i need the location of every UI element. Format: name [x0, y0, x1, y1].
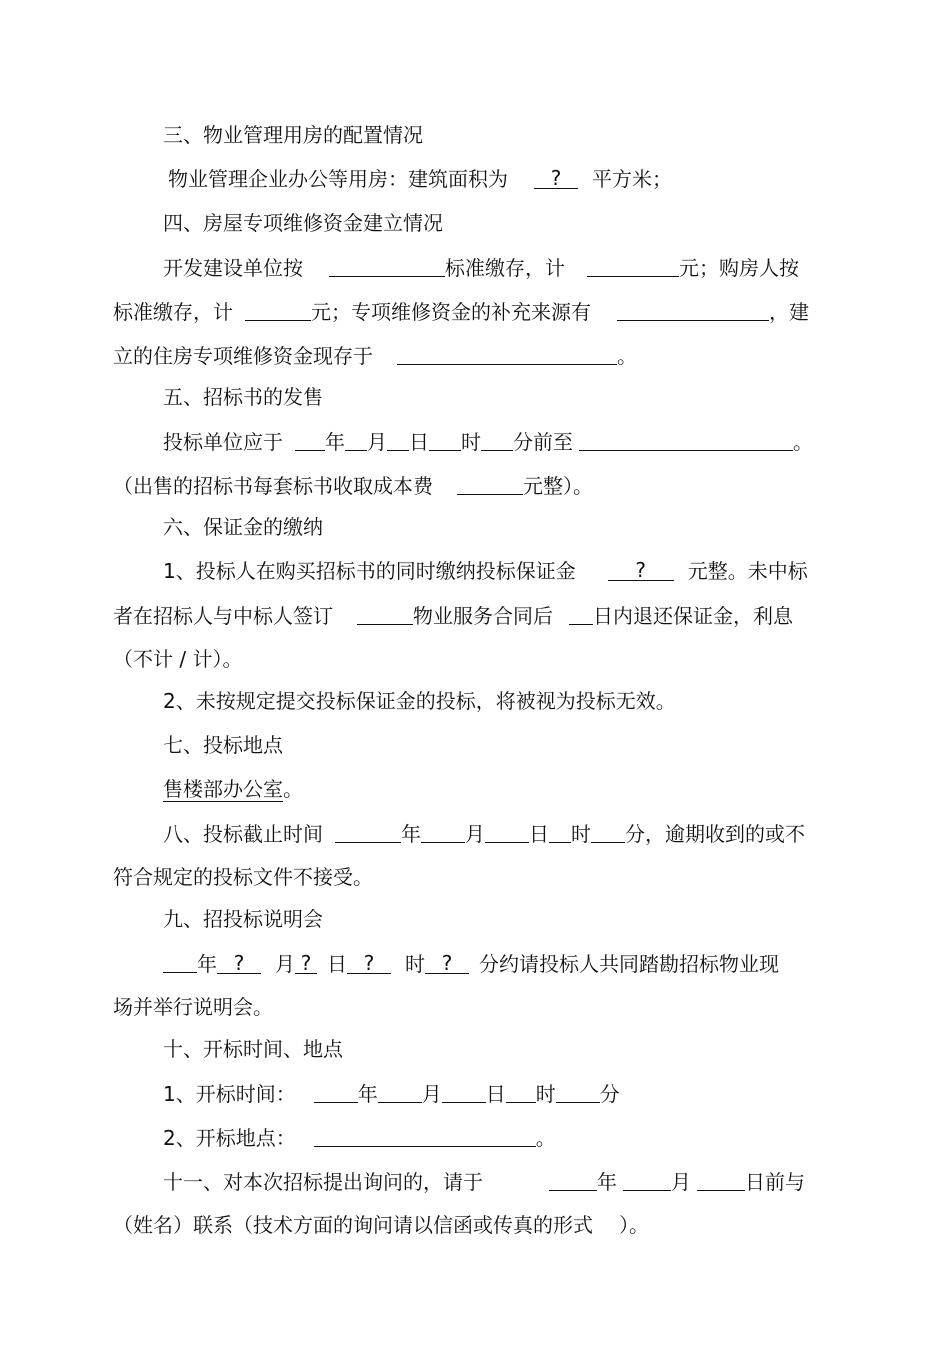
text: 十一、对本次招标提出询问的，请于	[163, 1170, 483, 1194]
section-9-line-1	[163, 950, 779, 976]
text: 日内退还保证金，利息	[593, 604, 793, 628]
text: （姓名）联系（技术方面的询问请以信函或传真的形式	[113, 1213, 593, 1237]
section-3-line-1	[168, 166, 672, 192]
text: 日	[485, 1082, 506, 1106]
text: 元；专项维修资金的补充来源有	[311, 300, 591, 324]
text: 1、开标时间：	[163, 1082, 296, 1106]
section-8-line-1	[163, 820, 805, 846]
blank-field[interactable]	[534, 168, 578, 189]
blank-field[interactable]	[549, 822, 571, 843]
blank-field[interactable]	[617, 300, 769, 321]
text: 年	[401, 822, 421, 846]
text: ）。	[619, 1213, 649, 1237]
blank-field[interactable]	[378, 1082, 422, 1103]
blank-field[interactable]	[335, 822, 401, 843]
blank-field[interactable]	[429, 430, 461, 451]
section-7-heading: 七、投标地点	[163, 733, 283, 757]
text: 日前与	[745, 1170, 805, 1194]
placeholder-mark: ?	[635, 558, 647, 582]
section-9-line-2: 场并举行说明会。	[113, 995, 273, 1019]
text: 。	[793, 430, 813, 454]
blank-field[interactable]	[314, 1082, 358, 1103]
text: 标准缴存，计	[113, 300, 233, 324]
text: 立的住房专项维修资金现存于	[113, 344, 373, 368]
blank-field[interactable]	[421, 822, 465, 843]
blank-field[interactable]	[591, 822, 625, 843]
text: 年	[597, 1170, 617, 1194]
section-8-line-2: 符合规定的投标文件不接受。	[113, 865, 373, 889]
blank-field[interactable]	[163, 952, 197, 973]
section-10-line-1	[163, 1080, 620, 1106]
blank-field[interactable]	[485, 822, 529, 843]
text: 。	[535, 1126, 556, 1150]
text: 平方米；	[592, 167, 672, 191]
text: ，建	[769, 300, 809, 324]
blank-field[interactable]	[314, 1126, 536, 1147]
blank-field[interactable]	[387, 430, 409, 451]
placeholder-mark: ?	[441, 951, 453, 975]
text: 日	[529, 822, 549, 846]
section-5-line-1	[163, 428, 813, 454]
blank-field[interactable]	[623, 1170, 671, 1191]
text: 元整）。	[523, 474, 593, 498]
blank-field[interactable]	[345, 430, 367, 451]
text: 日	[327, 952, 347, 976]
placeholder-mark: ?	[363, 951, 375, 975]
section-6-heading: 六、保证金的缴纳	[163, 515, 323, 539]
text: 年	[197, 952, 217, 976]
text: 2、开标地点：	[163, 1126, 296, 1150]
placeholder-mark: ?	[233, 951, 245, 975]
text: 月	[421, 1082, 442, 1106]
text: 元；购房人按	[679, 256, 799, 280]
blank-field[interactable]	[329, 256, 445, 277]
text: 时	[461, 430, 481, 454]
text: 开发建设单位按	[163, 256, 303, 280]
blank-field[interactable]	[608, 560, 674, 581]
section-5-line-2	[113, 472, 593, 498]
section-6-line-1	[163, 558, 808, 584]
text: 日	[409, 430, 429, 454]
blank-field[interactable]	[569, 604, 593, 625]
text: 者在招标人与中标人签订	[113, 604, 333, 628]
section-6-line-3: （不计 / 计）。	[113, 647, 243, 671]
text: 分前至	[513, 430, 573, 454]
blank-field[interactable]	[481, 430, 513, 451]
section-4-line-2	[113, 298, 809, 324]
section-6-line-4: 2、未按规定提交投标保证金的投标，将被视为投标无效。	[163, 689, 676, 713]
blank-field[interactable]	[425, 953, 469, 974]
section-9-heading: 九、招投标说明会	[163, 907, 323, 931]
text: 元整。未中标	[687, 559, 808, 583]
text: 分，逾期收到的或不	[625, 822, 805, 846]
blank-field[interactable]	[347, 953, 391, 974]
blank-field[interactable]	[295, 430, 325, 451]
text: 。	[283, 777, 303, 801]
text: 年	[357, 1082, 378, 1106]
blank-field[interactable]	[506, 1082, 536, 1103]
blank-field[interactable]	[357, 604, 413, 625]
blank-field[interactable]	[397, 344, 617, 365]
text: 标准缴存，计	[445, 256, 565, 280]
section-3-heading: 三、物业管理用房的配置情况	[163, 123, 423, 147]
blank-field[interactable]	[295, 953, 317, 974]
section-6-line-2	[113, 602, 793, 628]
blank-field[interactable]	[556, 1082, 600, 1103]
text: 时	[535, 1082, 556, 1106]
text: 年	[325, 430, 345, 454]
section-5-heading: 五、招标书的发售	[163, 385, 323, 409]
section-7-line-1	[163, 776, 303, 802]
blank-field[interactable]	[217, 953, 261, 974]
text: （出售的招标书每套标书收取成本费	[113, 474, 433, 498]
blank-field[interactable]	[697, 1170, 745, 1191]
blank-field[interactable]	[587, 256, 679, 277]
text: 物业管理企业办公等用房：建筑面积为	[168, 167, 508, 191]
text: 投标单位应于	[163, 430, 283, 454]
blank-field[interactable]	[549, 1170, 597, 1191]
blank-field[interactable]	[442, 1082, 486, 1103]
text: 八、投标截止时间	[163, 822, 323, 846]
section-10-line-2	[163, 1124, 556, 1150]
text: 分	[599, 1082, 620, 1106]
text: 物业服务合同后	[413, 604, 553, 628]
placeholder-mark: ?	[550, 166, 562, 190]
section-11-line-1	[163, 1168, 805, 1194]
blank-field[interactable]	[579, 430, 793, 451]
bid-location: 售楼部办公室	[163, 777, 283, 801]
section-10-heading: 十、开标时间、地点	[163, 1037, 343, 1061]
text: 月	[275, 952, 295, 976]
text: 月	[671, 1170, 691, 1194]
section-4-line-3	[113, 342, 637, 368]
blank-field[interactable]	[245, 300, 311, 321]
section-4-heading: 四、房屋专项维修资金建立情况	[163, 211, 443, 235]
text: 月	[367, 430, 387, 454]
section-11-line-2	[113, 1212, 649, 1238]
placeholder-mark: ?	[300, 951, 312, 975]
text: 。	[617, 344, 637, 368]
text: 1、投标人在购买招标书的同时缴纳投标保证金	[163, 559, 576, 583]
text: 时	[405, 952, 425, 976]
text: 分约请投标人共同踏勘招标物业现	[479, 952, 779, 976]
text: 月	[465, 822, 485, 846]
section-4-line-1	[163, 254, 799, 280]
blank-field[interactable]	[457, 474, 523, 495]
text: 时	[571, 822, 591, 846]
